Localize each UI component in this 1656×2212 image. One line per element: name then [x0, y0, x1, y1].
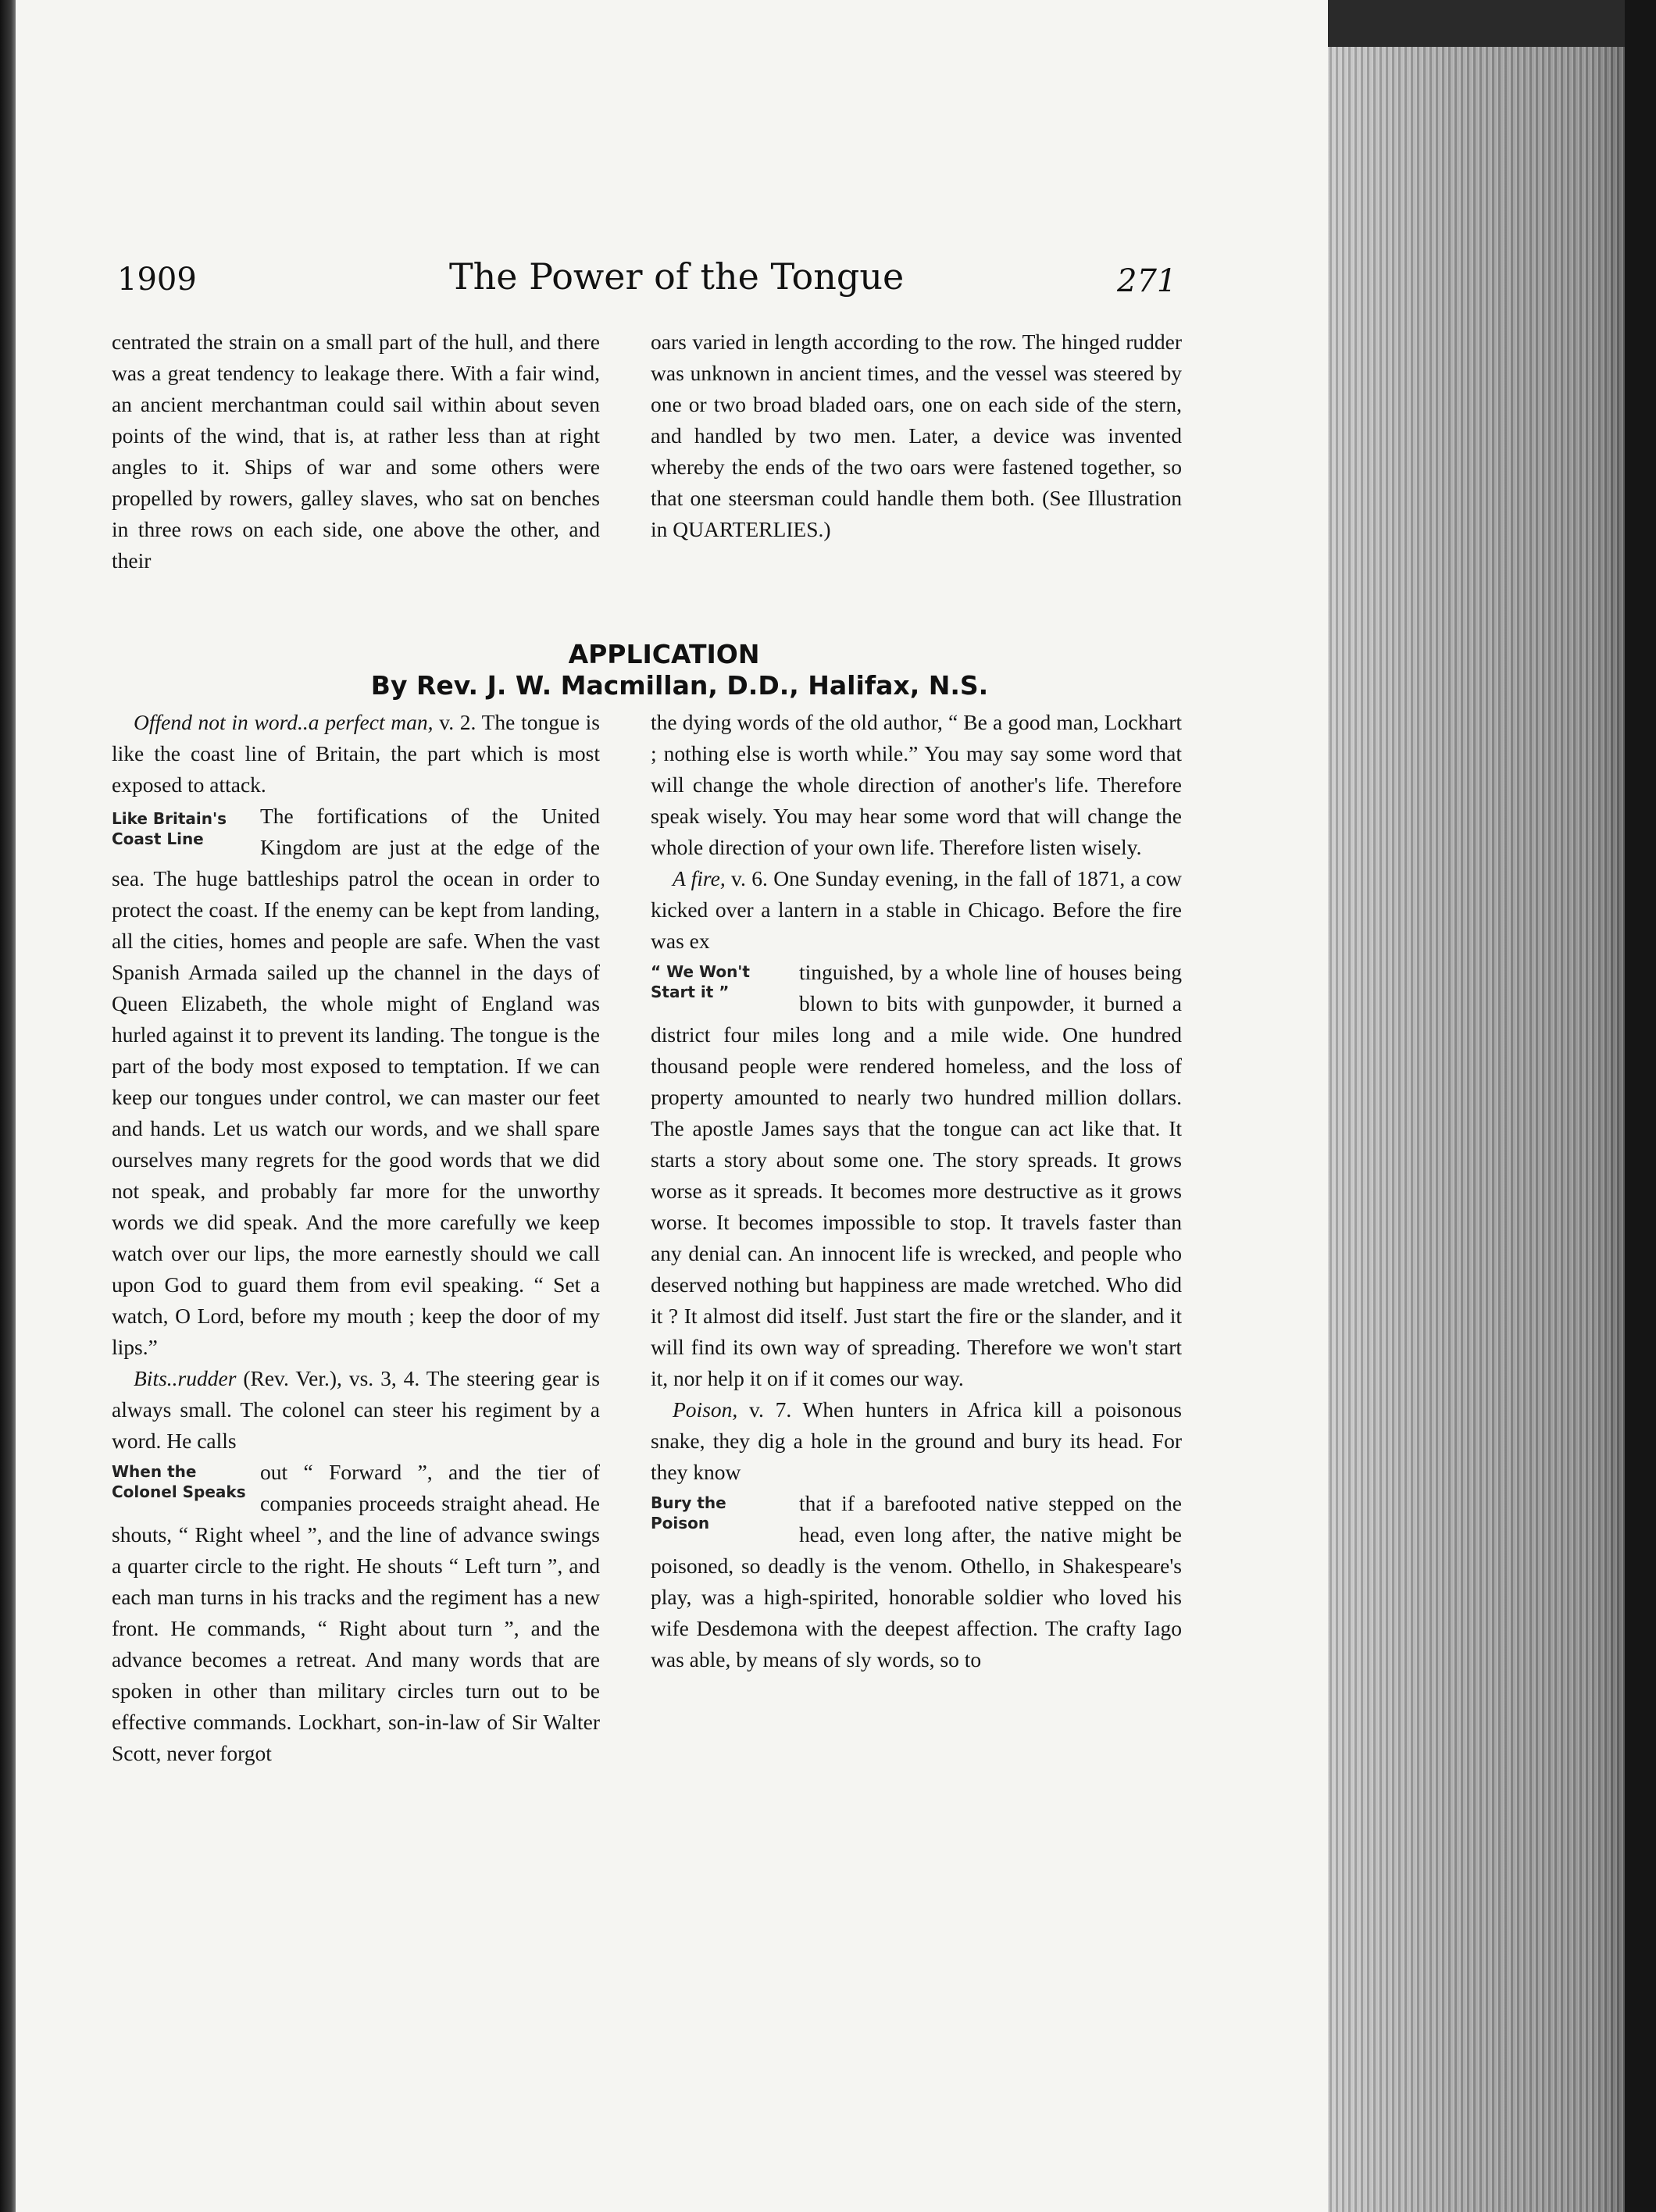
paragraph-offend: [112, 707, 600, 801]
verse-reference: A fire,: [673, 866, 726, 890]
paragraph-text: v. 6. One Sunday evening, in the fall of 1871, a cow kicked over a lantern in a stable in Chicago. Before the fire was ex: [651, 866, 1182, 953]
running-header: [16, 255, 1328, 316]
paragraph-poison-cont: [651, 1488, 1182, 1675]
application-left-column: [112, 707, 600, 1769]
section-byline: By Rev. J. W. Macmillan, D.D., Halifax, N.S.: [370, 670, 989, 701]
header-title: The Power of the Tongue: [449, 255, 905, 298]
side-note-britain: Like Britain's Coast Line: [112, 809, 227, 848]
paragraph-text: out “ Forward ”, and the tier of companies proceeds straight ahead. He shouts, “ Right wheel ”, and the line of advance swings a quarter circle to the right. He shouts “ Left turn ”, and each man turns in his tracks and the regiment has a new front. He commands, “ Right about turn ”, and the advance becomes a retreat. And many words that are spoken in other than military circles turn out to be effective commands. Lockhart, son-in-law of Sir Walter Scott, never forgot: [112, 1460, 600, 1765]
paragraph-poison: [651, 1394, 1182, 1488]
application-right-column: [651, 707, 1182, 1675]
book-page: [16, 0, 1328, 2212]
page-stack-edge: [1328, 47, 1640, 2212]
paragraph-fire-cont: [651, 957, 1182, 1394]
paragraph-text: The fortifications of the United Kingdom are just at the edge of the sea. The huge battleships patrol the ocean in order to protect the coast. If the enemy can be kept from landing, all the cities, homes and people are safe. When the vast Spanish Armada sailed up the channel in the days of Queen Elizabeth, the whole might of England was hurled against it to prevent its landing. The tongue is the part of the body most exposed to temptation. If we can keep our tongues under control, we can master our feet and hands. Let us watch our words, and we shall spare ourselves many regrets for the good words that we did not speak, and probably far more for the unworthy words we did speak. And the more carefully we keep watch over our lips, the more earnestly should we call upon God to guard them from evil speaking. “ Set a watch, O Lord, before my mouth ; keep the door of my lips.”: [112, 804, 600, 1359]
paragraph-fortifications: [112, 801, 600, 1363]
paragraph-text: v. 2. The tongue is like the coast line of Britain, the part which is most exposed to attack.: [112, 710, 600, 797]
page-number: 271: [1117, 263, 1177, 299]
background-edge: [1625, 0, 1656, 2212]
paragraph-lockhart: the dying words of the old author, “ Be a good man, Lockhart ; nothing else is worth while.” You may say some word that will change the whole direction of another's life. Therefore speak wisely. You may hear some word that will change the whole direction of your own life. Therefore listen wisely.: [651, 710, 1182, 859]
paragraph-text: that if a barefooted native stepped on the head, even long after, the native might be poisoned, so deadly is the venom. Othello, in Shakespeare's play, was a high-spirited, honorable soldier who loved his wife Desdemona with the deepest affection. The crafty Iago was able, by means of sly words, so to: [651, 1491, 1182, 1671]
verse-reference: Offend not in word..a perfect man,: [134, 710, 434, 734]
paragraph-fire: [651, 863, 1182, 957]
paragraph-colonel: [112, 1457, 600, 1769]
top-left-text: centrated the strain on a small part of the hull, and there was a great tendency to leakage there. With a fair wind, an ancient merchantman could sail within about seven points of the wind, that is, at rather less than at right angles to it. Ships of war and some others were propelled by rowers, galley slaves, who sat on benches in three rows on each side, one above the other, and their: [112, 330, 600, 573]
top-right-column: [651, 326, 1182, 545]
paragraph-bits-rudder: [112, 1363, 600, 1457]
verse-reference: Bits..rudder: [134, 1366, 237, 1390]
paragraph-text: (Rev. Ver.), vs. 3, 4. The steering gear is always small. The colonel can steer his regiment by a word. He calls: [112, 1366, 600, 1453]
side-note-wont-start: “ We Won't Start it ”: [651, 962, 750, 1001]
paragraph-text: tinguished, by a whole line of houses being blown to bits with gunpowder, it burned a district four miles long and a mile wide. One hundred thousand people were rendered homeless, and the loss of property amounted to nearly two hundred million dollars. The apostle James says that the tongue can act like that. It starts a story about some one. The story spreads. It grows worse as it spreads. It becomes more destructive as it grows worse. It becomes impossible to stop. It travels faster than any denial can. An innocent life is wrecked, and people who deserved nothing but happiness are made wretched. Who did it ? It almost did itself. Just start the fire or the slander, and it will find its own way of spreading. Therefore we won't start it, nor help it on if it comes our way.: [651, 960, 1182, 1390]
side-note-bury-poison: Bury the Poison: [651, 1493, 726, 1532]
top-left-column: [112, 326, 600, 576]
top-right-text: oars varied in length according to the row. The hinged rudder was unknown in ancient times, and the vessel was steered by one or two broad bladed oars, one on each side of the stern, and handled by two men. Later, a device was invented whereby the ends of the two oars were fastened together, so that one steersman could handle them both. (See Illustration in QUARTERLIES.): [651, 330, 1182, 541]
header-year: 1909: [117, 262, 197, 298]
book-spine-shadow: [0, 0, 16, 2212]
side-note-colonel: When the Colonel Speaks: [112, 1462, 246, 1501]
paragraph-text: v. 7. When hunters in Africa kill a poisonous snake, they dig a hole in the ground and bury its head. For they know: [651, 1397, 1182, 1484]
verse-reference: Poison,: [673, 1397, 738, 1422]
section-heading: APPLICATION: [568, 639, 760, 669]
